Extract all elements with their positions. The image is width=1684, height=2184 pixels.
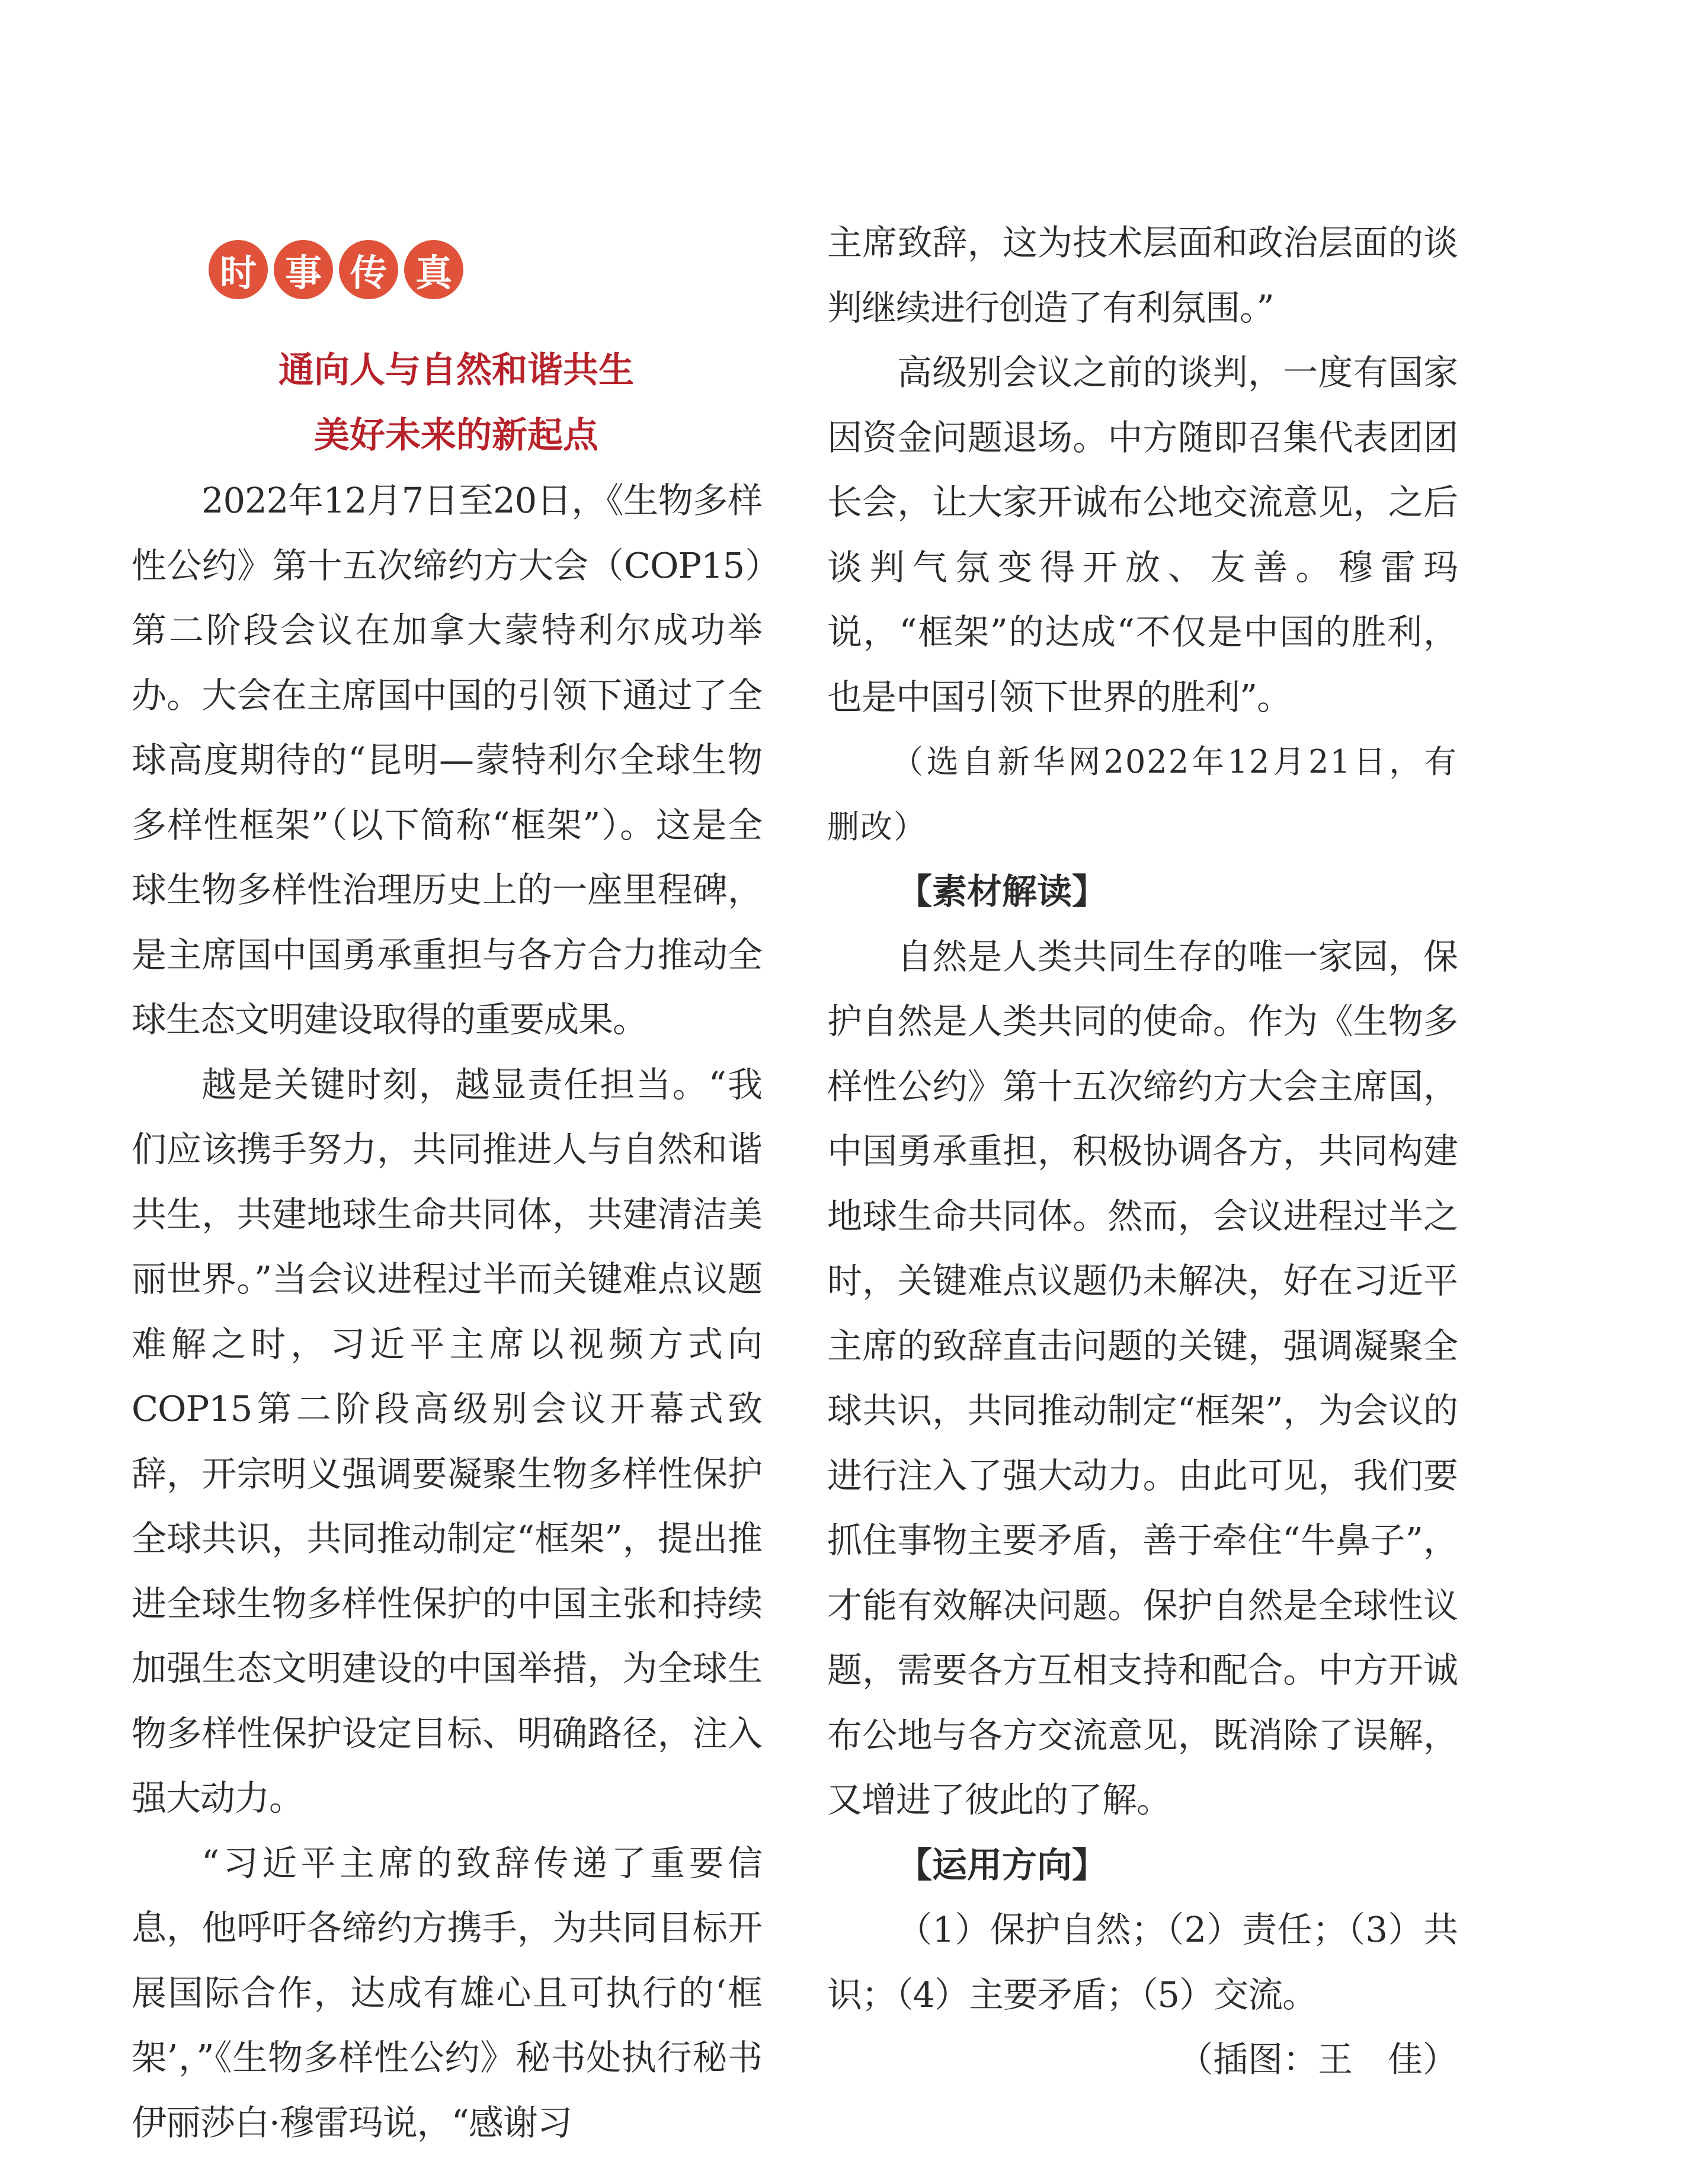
- article-paragraph: 2022年12月7日至20日，《生物多样性公约》第十五次缔约方大会（COP15）第二阶段会议在加拿大蒙特利尔成功举办。大会在主席国中国的引领下通过了全球高度期待的“昆明—蒙特利尔全球生物多样性框架”（以下简称“框架”）。这是全球生物多样性治理历史上的一座里程碑，是主席国中国勇承重担与各方合力推动全球生态文明建设取得的重要成果。: [132, 480, 762, 1040]
- article-paragraph: 高级别会议之前的谈判，一度有国家因资金问题退场。中方随即召集代表团团长会，让大家开诚布公地交流意见，之后谈判气氛变得开放、友善。穆雷玛说，“框架”的达成“不仅是中国的胜利，也是中国引领下世界的胜利”。: [827, 352, 1458, 718]
- article-paragraph: “习近平主席的致辞传递了重要信息，他呼吁各缔约方携手，为共同目标开展国际合作，达成有雄心且可执行的‘框架’，”《生物多样性公约》秘书处执行秘书伊丽莎白·穆雷玛说，“感谢习: [132, 1842, 762, 2143]
- column-badge-char: 时: [209, 240, 268, 299]
- application-text: （1）保护自然；（2）责任；（3）共识；（4）主要矛盾；（5）交流。: [827, 1909, 1458, 2015]
- application-heading: 【运用方向】: [897, 1844, 1107, 1885]
- article-paragraph-continued: 主席致辞，这为技术层面和政治层面的谈判继续进行创造了有利氛围。”: [827, 222, 1458, 328]
- interpretation-text: 自然是人类共同生存的唯一家园，保护自然是人类共同的使命。作为《生物多样性公约》第十五次缔约方大会主席国，中国勇承重担，积极协调各方，共同构建地球生命共同体。然而，会议进程过半之时，关键难点议题仍未解决，好在习近平主席的致辞直击问题的关键，强调凝聚全球共识，共同推动制定“框架”，为会议的进行注入了强大动力。由此可见，我们要抓住事物主要矛盾，善于牵住“牛鼻子”，才能有效解决问题。保护自然是全球性议题，需要各方互相支持和配合。中方开诚布公地与各方交流意见，既消除了误解，又增进了彼此的了解。: [827, 936, 1458, 1820]
- article-title-line1: 通向人与自然和谐共生: [278, 350, 634, 391]
- interpretation-heading: 【素材解读】: [897, 871, 1107, 912]
- right-column: [827, 210, 1458, 2092]
- article-title-line2: 美好未来的新起点: [314, 415, 598, 456]
- column-badge-char: 事: [274, 240, 333, 299]
- column-badge-char: 真: [404, 240, 463, 299]
- source-citation: （选自新华网2022年12月21日，有删改）: [827, 743, 1458, 846]
- illustration-credit: （插图：王 佳）: [1177, 2039, 1458, 2080]
- column-badge: [209, 240, 463, 299]
- article-paragraph: 越是关键时刻，越显责任担当。“我们应该携手努力，共同推进人与自然和谐共生，共建地球生命共同体，共建清洁美丽世界。”当会议进程过半而关键难点议题难解之时，习近平主席以视频方式向COP15第二阶段高级别会议开幕式致辞，开宗明义强调要凝聚生物多样性保护全球共识，共同推动制定“框架”，提出推进全球生物多样性保护的中国主张和持续加强生态文明建设的中国举措，为全球生物多样性保护设定目标、明确路径，注入强大动力。: [132, 1064, 762, 1818]
- column-badge-char: 传: [339, 240, 398, 299]
- left-column: [132, 468, 762, 2155]
